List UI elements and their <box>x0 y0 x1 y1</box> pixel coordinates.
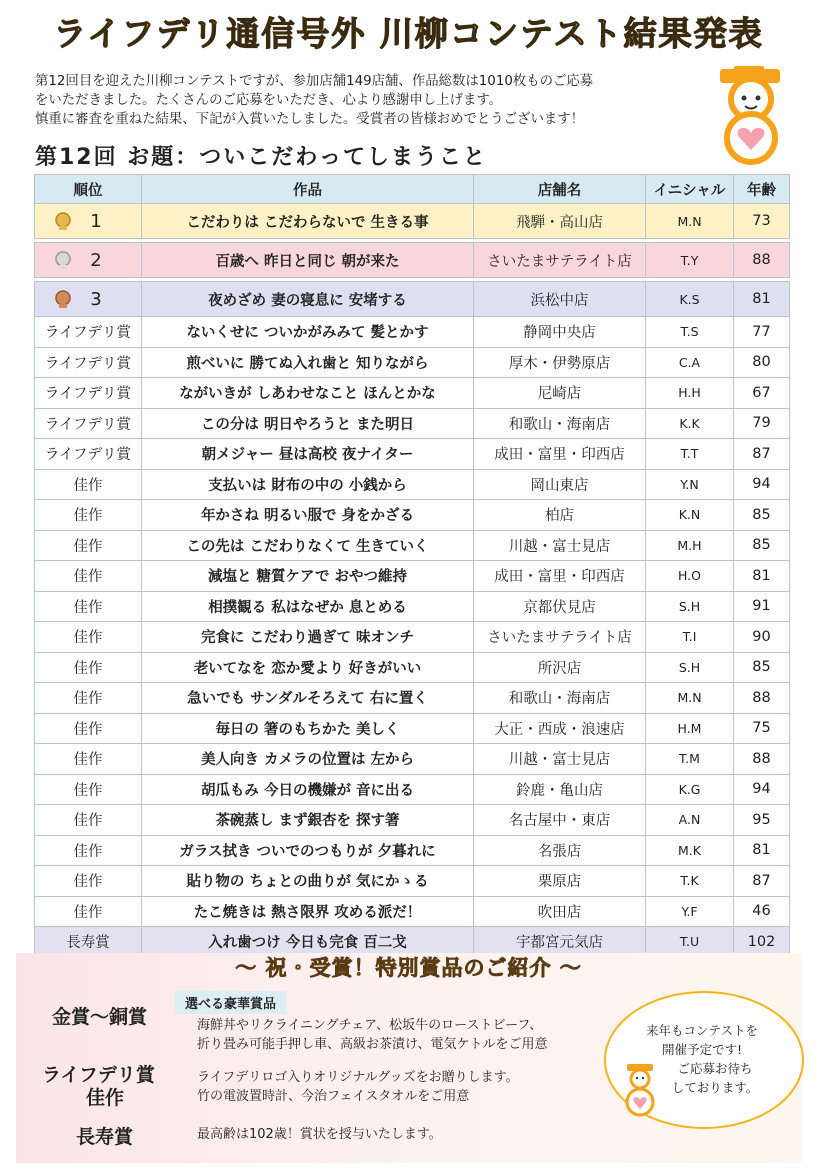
results-table <box>34 174 790 958</box>
age-cell: 91 <box>734 591 790 622</box>
rank-cell: ライフデリ賞 <box>35 317 142 348</box>
bubble-line: しております。 <box>671 1080 759 1095</box>
header-age: 年齢 <box>734 175 790 204</box>
initial-cell: T.M <box>646 744 734 775</box>
store-cell: 川越・富士見店 <box>474 530 646 561</box>
table-row <box>35 439 790 470</box>
age-cell: 79 <box>734 408 790 439</box>
age-cell: 67 <box>734 378 790 409</box>
work-cell: 夜めざめ 妻の寝息に 安堵する <box>142 282 474 317</box>
bubble-line: 開催予定です! <box>661 1042 742 1057</box>
initial-cell: T.I <box>646 622 734 653</box>
store-cell: 和歌山・海南店 <box>474 408 646 439</box>
initial-cell: K.K <box>646 408 734 439</box>
header-work: 作品 <box>142 175 474 204</box>
age-cell: 85 <box>734 652 790 683</box>
table-row <box>35 408 790 439</box>
age-cell: 77 <box>734 317 790 348</box>
age-cell: 80 <box>734 347 790 378</box>
table-row <box>35 378 790 409</box>
age-cell: 85 <box>734 530 790 561</box>
age-cell: 88 <box>734 744 790 775</box>
work-cell: 胡瓜もみ 今日の機嫌が 音に出る <box>142 774 474 805</box>
age-cell: 81 <box>734 835 790 866</box>
work-cell: 老いてなを 恋か愛より 好きがいい <box>142 652 474 683</box>
intro-line: をいただきました。たくさんのご応募をいただき、心より感謝申し上げます。 <box>35 93 503 108</box>
bubble-line: 来年もコンテストを <box>645 1023 758 1038</box>
prize-line: 海鮮丼やリクライニングチェア、松坂牛のローストビーフ、 <box>197 1018 543 1033</box>
work-cell: 美人向き カメラの位置は 左から <box>142 744 474 775</box>
work-cell: 完食に こだわり過ぎて 味オンチ <box>142 622 474 653</box>
work-cell: 朝メジャー 昼は高校 夜ナイター <box>142 439 474 470</box>
rank-cell: 佳作 <box>35 591 142 622</box>
table-row <box>35 591 790 622</box>
store-cell: 所沢店 <box>474 652 646 683</box>
age-cell: 81 <box>734 561 790 592</box>
initial-cell: S.H <box>646 652 734 683</box>
work-cell: 煎べいに 勝てぬ入れ歯と 知りながら <box>142 347 474 378</box>
store-cell: 柏店 <box>474 500 646 531</box>
rank-cell: 佳作 <box>35 561 142 592</box>
work-cell: 入れ歯つけ 今日も完食 百二戈 <box>142 927 474 958</box>
store-cell: 川越・富士見店 <box>474 744 646 775</box>
lifedeli-label: ライフデリ賞 <box>42 1064 155 1086</box>
store-cell: 厚木・伊勢原店 <box>474 347 646 378</box>
table-header-row <box>35 175 790 204</box>
age-cell: 85 <box>734 500 790 531</box>
rank-cell: ライフデリ賞 <box>35 347 142 378</box>
prize-line: ライフデリロゴ入りオリジナルグッズをお贈りします。 <box>197 1070 519 1085</box>
rank-label: 2 <box>90 249 102 271</box>
rank-cell: 長寿賞 <box>35 927 142 958</box>
contest-theme: 第12回 お題：ついこだわってしまうこと <box>35 145 488 170</box>
initial-cell: T.K <box>646 866 734 897</box>
table-row <box>35 530 790 561</box>
store-cell: 飛騨・高山店 <box>474 204 646 239</box>
table-row <box>35 774 790 805</box>
table-row <box>35 469 790 500</box>
work-cell: この先は こだわりなくて 生きていく <box>142 530 474 561</box>
rank-cell: 佳作 <box>35 835 142 866</box>
longevity-text: 最高齢は102歳！賞状を授与いたします。 <box>197 1127 442 1142</box>
rank-cell: ライフデリ賞 <box>35 408 142 439</box>
store-cell: 吹田店 <box>474 896 646 927</box>
store-cell: 和歌山・海南店 <box>474 683 646 714</box>
work-cell: 減塩と 糖質ケアで おやつ維持 <box>142 561 474 592</box>
initial-cell: K.S <box>646 282 734 317</box>
store-cell: 栗原店 <box>474 866 646 897</box>
gold-bronze-text <box>197 1016 547 1054</box>
table-row <box>35 744 790 775</box>
rank-cell: 佳作 <box>35 622 142 653</box>
work-cell: 相撲観る 私はなぜか 息とめる <box>142 591 474 622</box>
bubble-line: ご応募お待ち <box>677 1061 753 1076</box>
page-title: ライフデリ通信号外 川柳コンテスト結果発表 <box>53 14 764 53</box>
age-cell: 46 <box>734 896 790 927</box>
store-cell: 京都伏見店 <box>474 591 646 622</box>
store-cell: 鈴鹿・亀山店 <box>474 774 646 805</box>
work-cell: 年かさね 明るい服で 身をかざる <box>142 500 474 531</box>
snowman-mascot-icon <box>622 1062 658 1118</box>
initial-cell: T.U <box>646 927 734 958</box>
age-cell: 73 <box>734 204 790 239</box>
rank-cell: 佳作 <box>35 866 142 897</box>
age-cell: 75 <box>734 713 790 744</box>
header-store: 店舗名 <box>474 175 646 204</box>
age-cell: 87 <box>734 439 790 470</box>
rank-cell: 佳作 <box>35 805 142 836</box>
store-cell: さいたまサテライト店 <box>474 243 646 278</box>
initial-cell: H.H <box>646 378 734 409</box>
rank-cell: 佳作 <box>35 500 142 531</box>
work-cell: 茶碗蒸し まず銀杏を 探す箸 <box>142 805 474 836</box>
work-cell: こだわりは こだわらないで 生きる事 <box>142 204 474 239</box>
initial-cell: C.A <box>646 347 734 378</box>
initial-cell: Y.F <box>646 896 734 927</box>
initial-cell: T.Y <box>646 243 734 278</box>
work-cell: 支払いは 財布の中の 小銭から <box>142 469 474 500</box>
initial-cell: K.N <box>646 500 734 531</box>
age-cell: 87 <box>734 866 790 897</box>
store-cell: 名古屋中・東店 <box>474 805 646 836</box>
store-cell: さいたまサテライト店 <box>474 622 646 653</box>
work-cell: ガラス拭き ついでのつもりが 夕暮れに <box>142 835 474 866</box>
lifedeli-text <box>197 1068 519 1106</box>
intro-line: 第12回目を迎えた川柳コンテストですが、参加店舗149店舗、作品総数は1010枚ものご応募 <box>35 74 594 89</box>
header-rank: 順位 <box>35 175 142 204</box>
initial-cell: M.H <box>646 530 734 561</box>
age-cell: 94 <box>734 469 790 500</box>
rank-cell: 佳作 <box>35 774 142 805</box>
work-cell: 貼り物の ちょとの曲りが 気にかゝる <box>142 866 474 897</box>
initial-cell: T.T <box>646 439 734 470</box>
gold-bronze-label: 金賞～銅賞 <box>52 1006 148 1028</box>
store-cell: 岡山東店 <box>474 469 646 500</box>
store-cell: 成田・富里・印西店 <box>474 561 646 592</box>
store-cell: 尼崎店 <box>474 378 646 409</box>
age-cell: 88 <box>734 683 790 714</box>
rank-cell: ライフデリ賞 <box>35 378 142 409</box>
store-cell: 成田・富里・印西店 <box>474 439 646 470</box>
initial-cell: M.N <box>646 204 734 239</box>
table-row <box>35 683 790 714</box>
rank-cell: 佳作 <box>35 713 142 744</box>
initial-cell: M.N <box>646 683 734 714</box>
initial-cell: A.N <box>646 805 734 836</box>
table-row <box>35 866 790 897</box>
table-row <box>35 500 790 531</box>
age-cell: 102 <box>734 927 790 958</box>
initial-cell: H.M <box>646 713 734 744</box>
table-row <box>35 347 790 378</box>
prize-title: ～ 祝・受賞！特別賞品のご紹介 ～ <box>235 956 582 980</box>
table-row-rank1 <box>35 204 790 239</box>
table-row <box>35 896 790 927</box>
gold-medal-icon <box>53 211 73 231</box>
store-cell: 大正・西成・浪速店 <box>474 713 646 744</box>
rank-cell: 佳作 <box>35 530 142 561</box>
rank-cell: 佳作 <box>35 469 142 500</box>
age-cell: 81 <box>734 282 790 317</box>
initial-cell: T.S <box>646 317 734 348</box>
store-cell: 浜松中店 <box>474 282 646 317</box>
table-row <box>35 317 790 348</box>
rank-cell: ライフデリ賞 <box>35 439 142 470</box>
initial-cell: Y.N <box>646 469 734 500</box>
age-cell: 95 <box>734 805 790 836</box>
store-cell: 宇都宮元気店 <box>474 927 646 958</box>
age-cell: 94 <box>734 774 790 805</box>
rank-cell: 佳作 <box>35 744 142 775</box>
work-cell: 百歳へ 昨日と同じ 朝が来た <box>142 243 474 278</box>
age-cell: 90 <box>734 622 790 653</box>
header-initial: イニシャル <box>646 175 734 204</box>
rank-cell: 佳作 <box>35 683 142 714</box>
initial-cell: M.K <box>646 835 734 866</box>
prize-line: 竹の電波置時計、今治フェイスタオルをご用意 <box>197 1089 470 1104</box>
table-row <box>35 561 790 592</box>
bronze-medal-icon <box>53 289 73 309</box>
snowman-mascot-icon <box>706 66 796 166</box>
prize-badge: 選べる豪華賞品 <box>175 991 286 1014</box>
work-cell: ないくせに ついかがみみて 髪とかす <box>142 317 474 348</box>
initial-cell: S.H <box>646 591 734 622</box>
work-cell: 毎日の 箸のもちかた 美しく <box>142 713 474 744</box>
table-row-rank2 <box>35 243 790 278</box>
silver-medal-icon <box>53 250 73 270</box>
work-cell: 急いでも サンダルそろえて 右に置く <box>142 683 474 714</box>
prize-line: 折り畳み可能手押し車、高級お茶漬け、電気ケトルをご用意 <box>197 1037 548 1052</box>
work-cell: この分は 明日やろうと また明日 <box>142 408 474 439</box>
work-cell: たこ焼きは 熱さ限界 攻める派だ！ <box>142 896 474 927</box>
store-cell: 静岡中央店 <box>474 317 646 348</box>
table-row <box>35 652 790 683</box>
rank-label: 3 <box>90 288 102 310</box>
rank-cell: 佳作 <box>35 652 142 683</box>
initial-cell: H.O <box>646 561 734 592</box>
kasaku-label: 佳作 <box>86 1087 125 1109</box>
table-row <box>35 835 790 866</box>
table-row <box>35 622 790 653</box>
table-row <box>35 805 790 836</box>
initial-cell: K.G <box>646 774 734 805</box>
work-cell: ながいきが しあわせなこと ほんとかな <box>142 378 474 409</box>
table-row-rank3 <box>35 282 790 317</box>
table-row <box>35 713 790 744</box>
rank-cell: 佳作 <box>35 896 142 927</box>
intro-line: 慎重に審査を重ねた結果、下記が入賞いたしました。受賞者の皆様おめでとうございます！ <box>35 112 585 127</box>
store-cell: 名張店 <box>474 835 646 866</box>
longevity-label: 長寿賞 <box>76 1126 134 1148</box>
intro-text <box>35 72 695 129</box>
rank-label: 1 <box>90 210 102 232</box>
age-cell: 88 <box>734 243 790 278</box>
